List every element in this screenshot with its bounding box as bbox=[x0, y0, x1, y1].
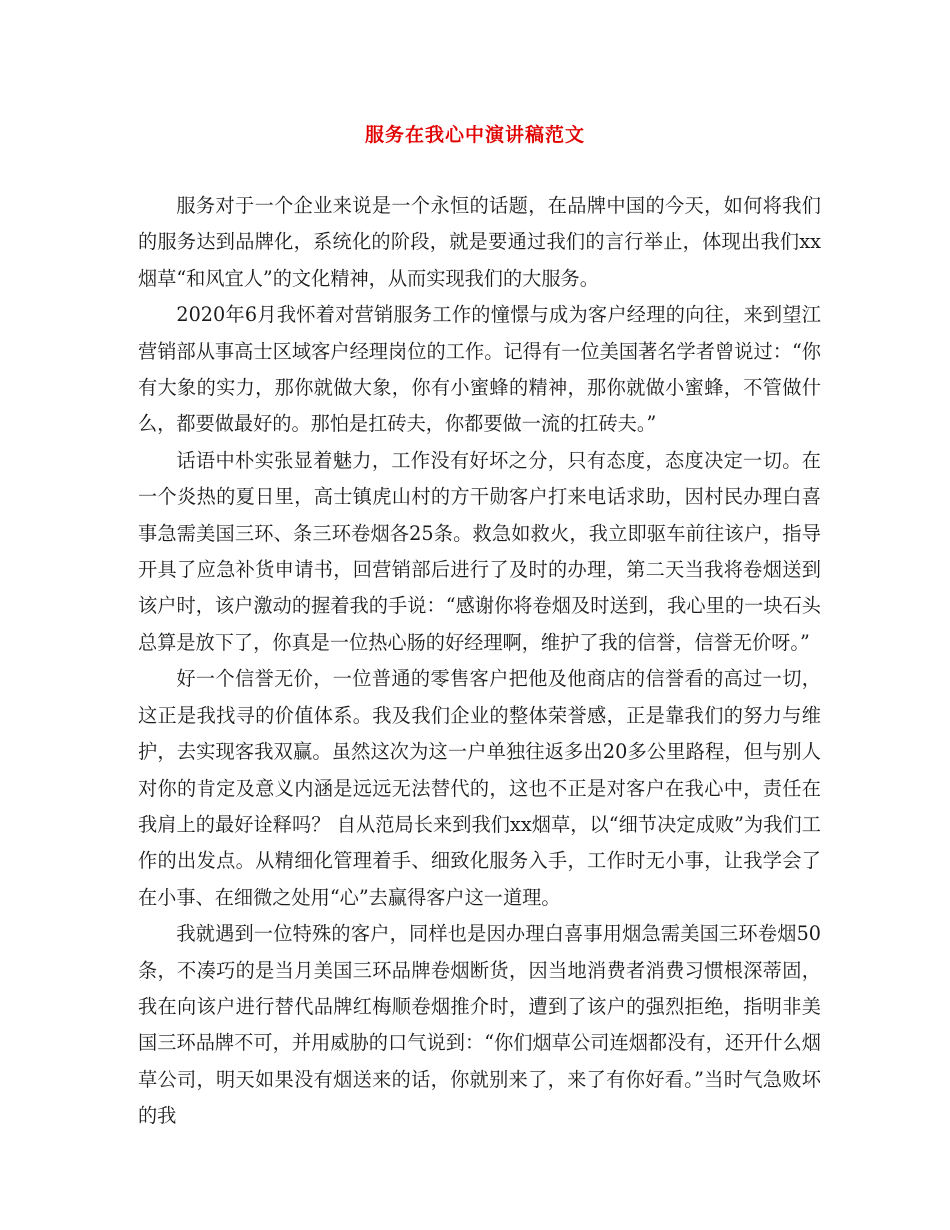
paragraph-2: 2020年6月我怀着对营销服务工作的憧憬与成为客户经理的向往，来到望江营销部从事高士区域客户经理岗位的工作。记得有一位美国著名学者曾说过：“你有大象的实力，那你就做大象，你有小蜜蜂的精神，那你就做小蜜蜂，不管做什么，都要做最好的。那怕是扛砖夫，你都要做一流的扛砖夫。” bbox=[138, 303, 821, 436]
document-body bbox=[138, 188, 821, 1135]
paragraph-4: 好一个信誉无价，一位普通的零售客户把他及他商店的信誉看的高过一切，这正是我找寻的价值体系。我及我们企业的整体荣誉感，正是靠我们的努力与维护，去实现客我双赢。虽然这次为这一户单独往返多出20多公里路程，但与别人对你的肯定及意义内涵是远远无法替代的，这也不正是对客户在我心中，责任在我肩上的最好诠释吗？ 自从范局长来到我们xx烟草，以“细节决定成败”为我们工作的出发点。从精细化管理着手、细致化服务入手，工作时无小事，让我学会了在小事、在细微之处用“心”去赢得客户这一道理。 bbox=[138, 667, 821, 909]
paragraph-5: 我就遇到一位特殊的客户，同样也是因办理白喜事用烟急需美国三环卷烟50条，不凑巧的是当月美国三环品牌卷烟断货，因当地消费者消费习惯根深蒂固，我在向该户进行替代品牌红梅顺卷烟推介时，遭到了该户的强烈拒绝，指明非美国三环品牌不可，并用威胁的口气说到：“你们烟草公司连烟都没有，还开什么烟草公司，明天如果没有烟送来的话，你就别来了，来了有你好看。”当时气急败坏的我 bbox=[138, 922, 821, 1128]
document-title: 服务在我心中演讲稿范文 bbox=[364, 124, 585, 146]
paragraph-3: 话语中朴实张显着魅力，工作没有好坏之分，只有态度，态度决定一切。在一个炎热的夏日里，高士镇虎山村的方干勋客户打来电话求助，因村民办理白喜事急需美国三环、条三环卷烟各25条。救急如救火，我立即驱车前往该户，指导开具了应急补货申请书，回营销部后进行了及时的办理，第二天当我将卷烟送到该户时，该户激动的握着我的手说：“感谢你将卷烟及时送到，我心里的一块石头总算是放下了，你真是一位热心肠的好经理啊，维护了我的信誉，信誉无价呀。” bbox=[138, 448, 821, 654]
paragraph-1: 服务对于一个企业来说是一个永恒的话题，在品牌中国的今天，如何将我们的服务达到品牌化，系统化的阶段，就是要通过我们的言行举止，体现出我们xx烟草“和风宜人”的文化精神，从而实现我们的大服务。 bbox=[138, 194, 821, 290]
